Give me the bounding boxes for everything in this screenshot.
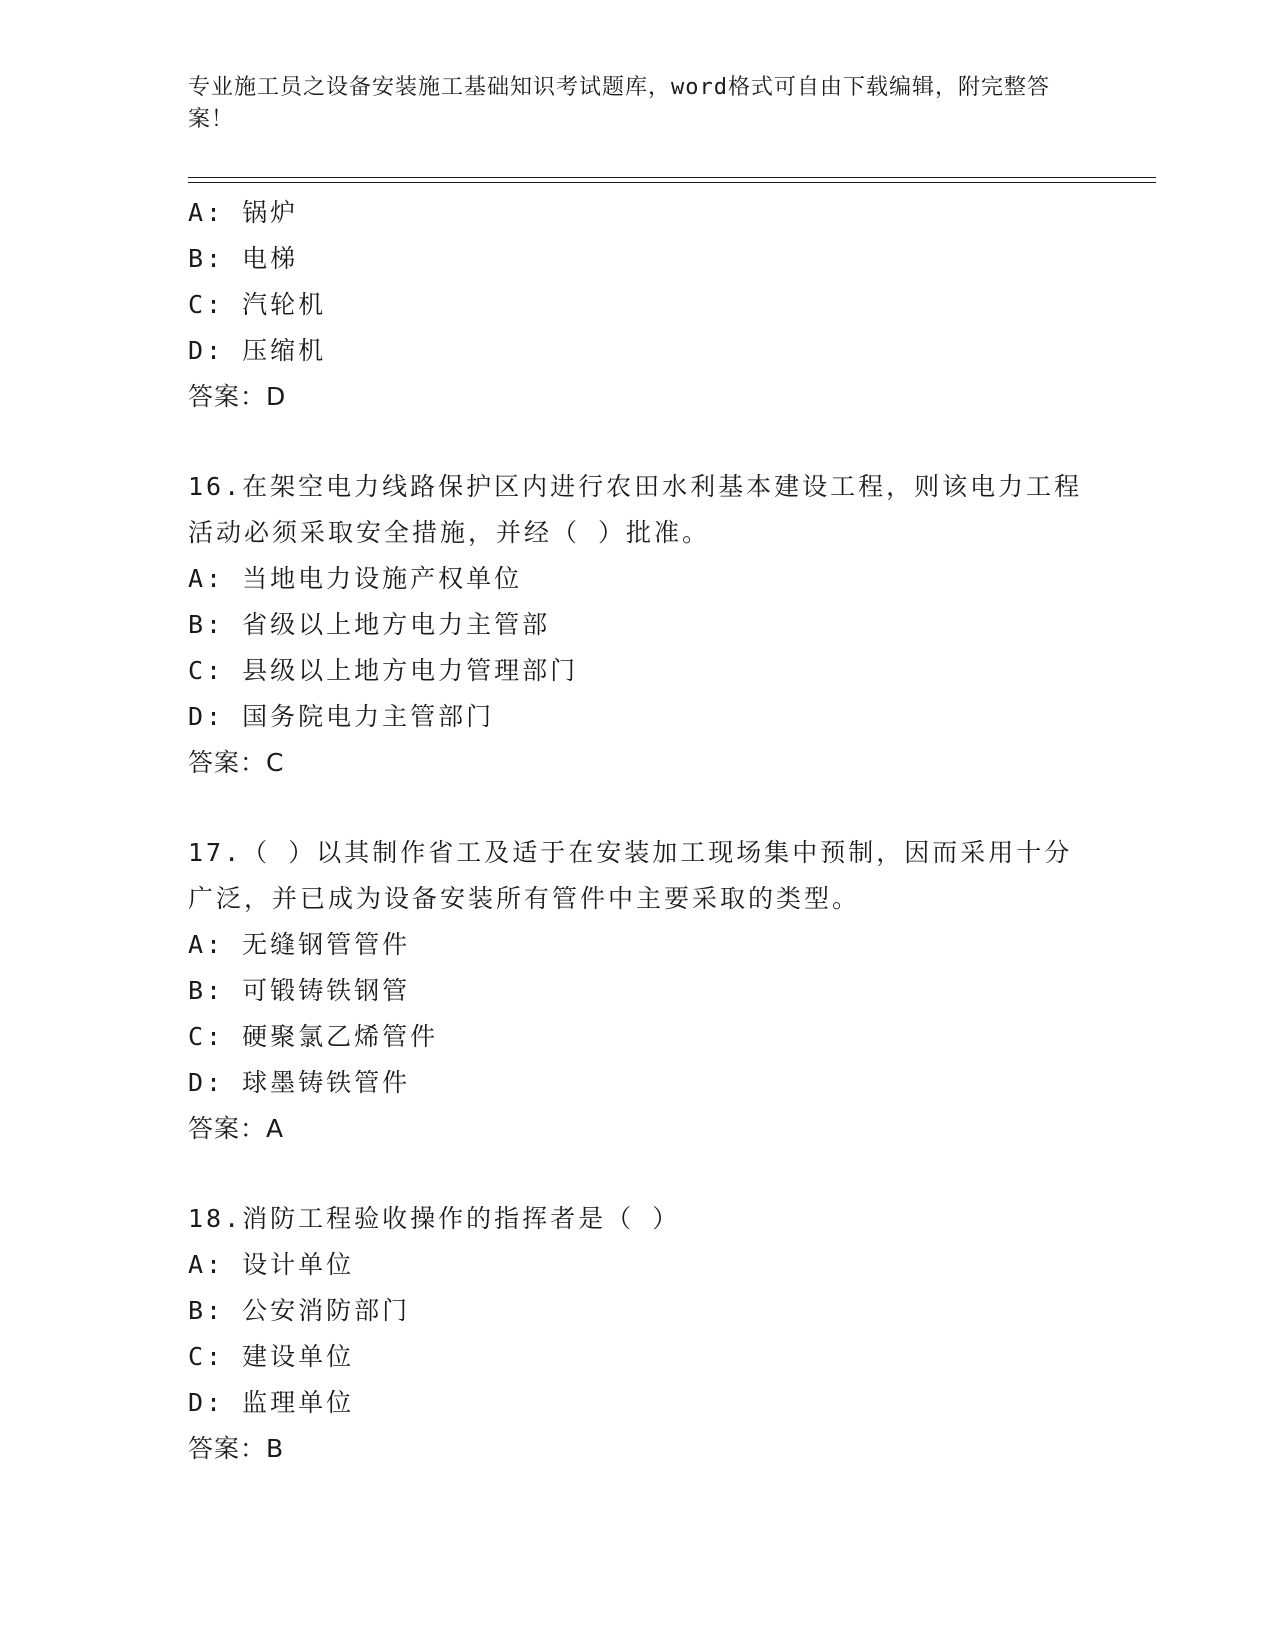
question-spacer bbox=[188, 420, 1088, 464]
header-divider-bottom bbox=[188, 182, 1156, 183]
question-17 bbox=[188, 830, 1088, 1152]
option-a: A: 无缝钢管管件 bbox=[188, 930, 411, 959]
question-15 bbox=[188, 190, 1088, 420]
option-b: B: 公安消防部门 bbox=[188, 1296, 411, 1325]
option-a: A: 当地电力设施产权单位 bbox=[188, 564, 523, 593]
document-header: 专业施工员之设备安装施工基础知识考试题库，word格式可自由下载编辑，附完整答案！ bbox=[188, 75, 1050, 132]
question-16 bbox=[188, 464, 1088, 786]
option-d: D: 监理单位 bbox=[188, 1388, 355, 1417]
answer: 答案：A bbox=[188, 1114, 285, 1143]
answer: 答案：C bbox=[188, 748, 285, 777]
option-b: B: 可锻铸铁钢管 bbox=[188, 976, 411, 1005]
option-d: D: 球墨铸铁管件 bbox=[188, 1068, 411, 1097]
option-c: C: 硬聚氯乙烯管件 bbox=[188, 1022, 439, 1051]
header-divider-top bbox=[188, 177, 1156, 178]
question-spacer bbox=[188, 786, 1088, 830]
answer: 答案：D bbox=[188, 382, 287, 411]
question-18 bbox=[188, 1196, 1088, 1472]
question-spacer bbox=[188, 1152, 1088, 1196]
option-a: A: 设计单位 bbox=[188, 1250, 355, 1279]
question-stem: 18.消防工程验收操作的指挥者是（ ） bbox=[188, 1204, 681, 1233]
option-b: B: 省级以上地方电力主管部 bbox=[188, 610, 551, 639]
option-d: D: 压缩机 bbox=[188, 336, 327, 365]
question-stem: 17.（ ）以其制作省工及适于在安装加工现场集中预制，因而采用十分广泛，并已成为设备安装所有管件中主要采取的类型。 bbox=[188, 838, 1073, 913]
question-list bbox=[188, 190, 1088, 1472]
option-b: B: 电梯 bbox=[188, 244, 299, 273]
option-c: C: 汽轮机 bbox=[188, 290, 327, 319]
question-stem: 16.在架空电力线路保护区内进行农田水利基本建设工程，则该电力工程活动必须采取安全措施，并经（ ）批准。 bbox=[188, 472, 1083, 547]
answer: 答案：B bbox=[188, 1434, 285, 1463]
option-d: D: 国务院电力主管部门 bbox=[188, 702, 495, 731]
option-c: C: 建设单位 bbox=[188, 1342, 355, 1371]
option-a: A: 锅炉 bbox=[188, 198, 299, 227]
option-c: C: 县级以上地方电力管理部门 bbox=[188, 656, 579, 685]
